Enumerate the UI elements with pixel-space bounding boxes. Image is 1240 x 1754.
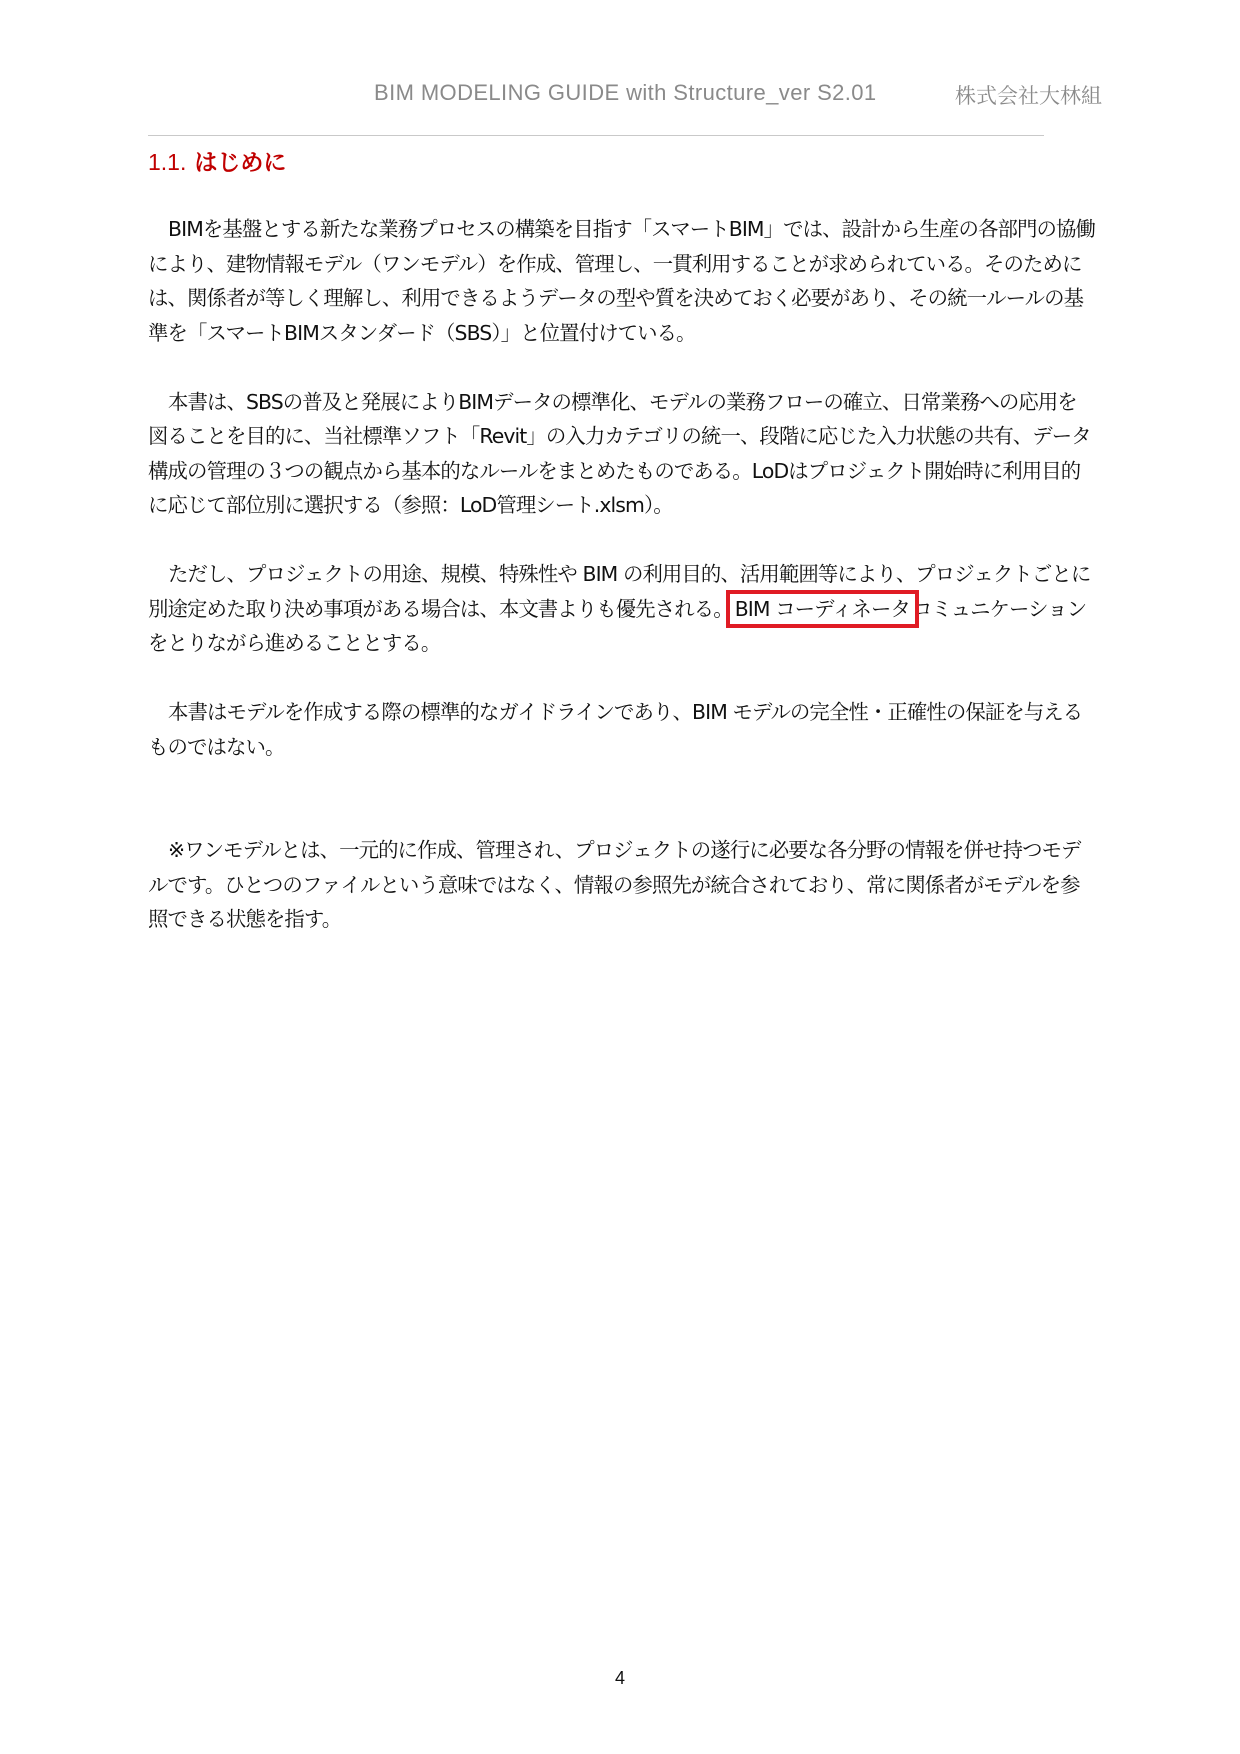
document-title: BIM MODELING GUIDE with Structure_ver S2.01 (374, 80, 877, 105)
section-title: はじめに (194, 150, 287, 176)
header-divider (148, 135, 1044, 136)
page-number: 4 (614, 1668, 625, 1688)
document-body (148, 212, 1096, 937)
highlighted-bim-coordinator: BIM コーディネータ (734, 596, 910, 621)
company-name: 株式会社大林組 (955, 84, 1102, 108)
paragraph-exceptions-text-before: ただし、プロジェクトの用途、規模、特殊性や BIM の利用目的、活用範囲等により、プロジェクトごとに別途定めた取り決め事項がある場合は、本文書よりも優先される。 (148, 562, 1091, 621)
section-number: 1.1. (148, 149, 187, 175)
paragraph-purpose: 本書は、SBSの普及と発展によりBIMデータの標準化、モデルの業務フローの確立、日常業務への応用を図ることを目的に、当社標準ソフト「Revit」の入力カテゴリの統一、段階に応じた入力状態の共有、データ構成の管理の３つの観点から基本的なルールをまとめたものである。LoDはプロジェクト開始時に利用目的に応じて部位別に選択する（参照：LoD管理シート.xlsm）。 (148, 389, 1091, 517)
paragraph-exceptions (148, 557, 1096, 661)
section-heading (148, 144, 286, 177)
paragraph-smart-bim: BIMを基盤とする新たな業務プロセスの構築を目指す「スマートBIM」では、設計から生産の各部門の協働により、建物情報モデル（ワンモデル）を作成、管理し、一貫利用することが求められている。そのためには、関係者が等しく理解し、利用できるようデータの型や質を決めておく必要があり、その統一ルールの基準を「スマートBIMスタンダード（SBS）」と位置付けている。 (148, 217, 1095, 345)
footnote-one-model: ※ワンモデルとは、一元的に作成、管理され、プロジェクトの遂行に必要な各分野の情報を併せ持つモデルです。ひとつのファイルという意味ではなく、情報の参照先が統合されており、常に関係者がモデルを参照できる状態を指す。 (148, 838, 1081, 931)
paragraph-exceptions-text-after: コミュニケーションをとりながら進めることとする。 (148, 596, 1087, 655)
paragraph-disclaimer: 本書はモデルを作成する際の標準的なガイドラインであり、BIM モデルの完全性・正確性の保証を与えるものではない。 (148, 700, 1083, 759)
